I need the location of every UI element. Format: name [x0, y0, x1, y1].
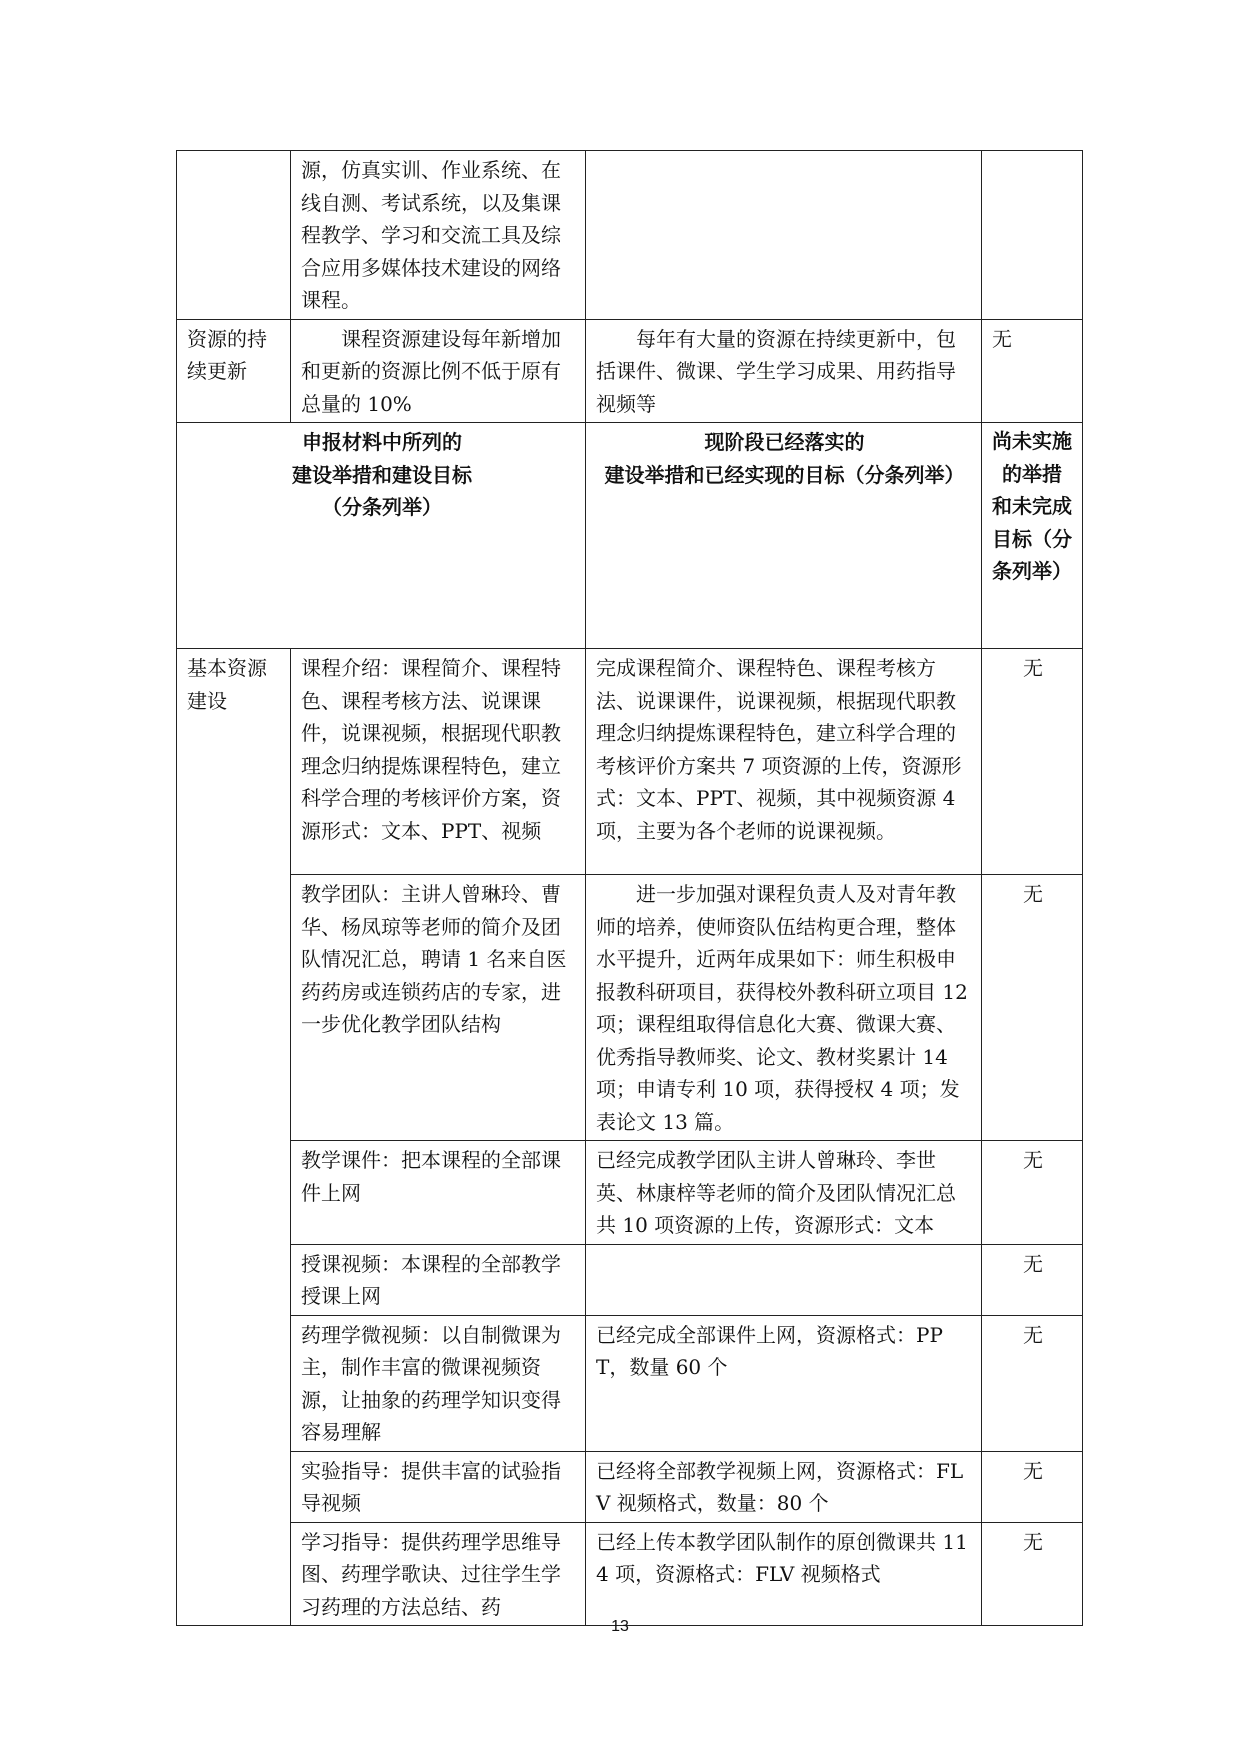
category-cell-basic: 基本资源建设 — [177, 649, 291, 1626]
pending-cell: 无 — [982, 649, 1083, 875]
header-done: 现阶段已经落实的 建设举措和已经实现的目标（分条列举） — [586, 423, 982, 649]
done-cell: 已经完成全部课件上网，资源格式：PPT，数量 60 个 — [586, 1315, 982, 1451]
page-number: 13 — [611, 1618, 629, 1635]
table-row — [177, 1244, 1083, 1315]
done-cell: 已经将全部教学视频上网，资源格式：FLV 视频格式，数量：80 个 — [586, 1451, 982, 1522]
header-measures: 申报材料中所列的 建设举措和建设目标 （分条列举） — [177, 423, 586, 649]
measure-cell: 实验指导：提供丰富的试验指导视频 — [291, 1451, 586, 1522]
measure-cell: 学习指导：提供药理学思维导图、药理学歌诀、过往学生学习药理的方法总结、药 — [291, 1522, 586, 1626]
table-row-continuation — [177, 151, 1083, 320]
pending-cell: 无 — [982, 1315, 1083, 1451]
done-cell: 每年有大量的资源在持续更新中，包括课件、微课、学生学习成果、用药指导视频等 — [586, 319, 982, 423]
measure-cell: 教学团队：主讲人曾琳玲、曹华、杨凤琼等老师的简介及团队情况汇总，聘请 1 名来自医药药房或连锁药店的专家，进一步优化教学团队结构 — [291, 875, 586, 1141]
measure-cell: 课程介绍：课程简介、课程特色、课程考核方法、说课课件，说课视频，根据现代职教理念归纳提炼课程特色，建立科学合理的考核评价方案，资源形式：文本、PPT、视频 — [291, 649, 586, 875]
measure-cell: 授课视频：本课程的全部教学授课上网 — [291, 1244, 586, 1315]
done-cell: 进一步加强对课程负责人及对青年教师的培养，使师资队伍结构更合理，整体水平提升，近两年成果如下：师生积极申报教科研项目，获得校外教科研立项目 12 项；课程组取得信息化大赛、微课大赛、优秀指导教师奖、论文、教材奖累计 14 项；申请专利 10 项，获得授权 4 项；发表论文 13 篇。 — [586, 875, 982, 1141]
measure-cell: 源，仿真实训、作业系统、在线自测、考试系统，以及集课程教学、学习和交流工具及综合应用多媒体技术建设的网络课程。 — [291, 151, 586, 320]
measure-cell: 教学课件：把本课程的全部课件上网 — [291, 1141, 586, 1245]
category-cell: 资源的持续更新 — [177, 319, 291, 423]
done-cell — [586, 1244, 982, 1315]
category-cell-empty — [177, 151, 291, 320]
table-header-row — [177, 423, 1083, 649]
header-pending: 尚未实施的举措 和未完成目标（分条列举） — [982, 423, 1083, 649]
done-cell: 已经完成教学团队主讲人曾琳玲、李世英、林康梓等老师的简介及团队情况汇总共 10 项资源的上传，资源形式：文本 — [586, 1141, 982, 1245]
table-row — [177, 1141, 1083, 1245]
table-row — [177, 1451, 1083, 1522]
done-cell: 完成课程简介、课程特色、课程考核方法、说课课件，说课视频，根据现代职教理念归纳提炼课程特色，建立科学合理的考核评价方案共 7 项资源的上传，资源形式：文本、PPT、视频，其中视频资源 4 项，主要为各个老师的说课视频。 — [586, 649, 982, 875]
table-row — [177, 1315, 1083, 1451]
table-row-update — [177, 319, 1083, 423]
table-row — [177, 875, 1083, 1141]
pending-cell: 无 — [982, 1522, 1083, 1626]
done-cell: 已经上传本教学团队制作的原创微课共 114 项，资源格式：FLV 视频格式 — [586, 1522, 982, 1626]
pending-cell: 无 — [982, 1141, 1083, 1245]
table-row — [177, 649, 1083, 875]
measure-cell: 药理学微视频：以自制微课为主，制作丰富的微课视频资源，让抽象的药理学知识变得容易理解 — [291, 1315, 586, 1451]
done-cell-empty — [586, 151, 982, 320]
table-row — [177, 1522, 1083, 1626]
pending-cell: 无 — [982, 1451, 1083, 1522]
pending-cell: 无 — [982, 319, 1083, 423]
pending-cell-empty — [982, 151, 1083, 320]
measure-cell: 课程资源建设每年新增加和更新的资源比例不低于原有总量的 10% — [291, 319, 586, 423]
pending-cell: 无 — [982, 875, 1083, 1141]
pending-cell: 无 — [982, 1244, 1083, 1315]
resource-table — [176, 150, 1083, 1626]
